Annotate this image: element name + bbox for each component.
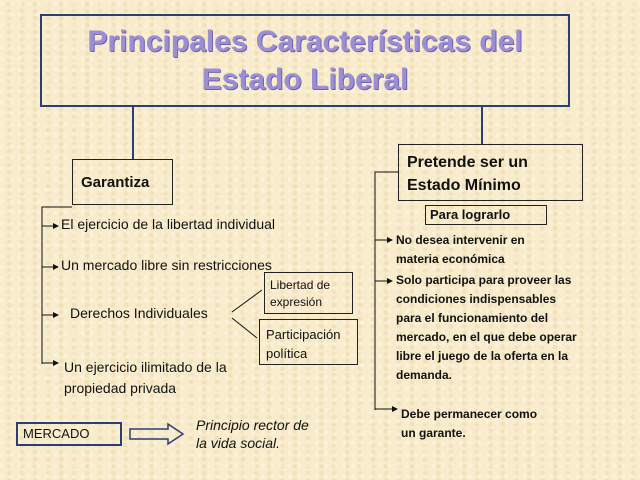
branch-participacion	[232, 318, 257, 338]
right-item-garante	[401, 405, 537, 443]
right-item-no-intervenir	[396, 231, 525, 269]
libertad-expresion-box	[264, 272, 353, 314]
principio-line-1: Principio rector de	[196, 417, 309, 433]
left-item-propiedad-privada	[64, 357, 227, 399]
solo-participa-line-3: para el funcionamiento del	[396, 311, 549, 325]
garantiza-label: Garantiza	[81, 173, 150, 191]
left-item-derechos-individuales: Derechos Individuales	[70, 305, 208, 321]
solo-participa-line-1: Solo participa para proveer las	[396, 273, 572, 287]
left-item-libertad-individual: El ejercicio de la libertad individual	[61, 216, 276, 232]
solo-participa-line-2: condiciones indispensables	[396, 292, 557, 306]
right-item-solo-participa	[396, 271, 577, 385]
principio-line-2: la vida social.	[196, 435, 281, 451]
title-line-1: Principales Características del	[87, 24, 523, 58]
no-intervenir-line-2: materia económica	[396, 252, 505, 266]
title-box	[40, 14, 570, 107]
estado-minimo-line-1: Pretende ser un	[407, 154, 528, 171]
propiedad-line-1: Un ejercicio ilimitado de la	[64, 359, 227, 375]
no-intervenir-line-1: No desea intervenir en	[396, 233, 525, 247]
garante-line-1: Debe permanecer como	[401, 407, 538, 421]
para-lograrlo-label: Para lograrlo	[430, 207, 511, 222]
left-item-mercado-libre: Un mercado libre sin restricciones	[61, 257, 272, 273]
right-bracket	[375, 172, 398, 410]
solo-participa-line-6: demanda.	[396, 368, 453, 382]
estado-minimo-box	[398, 144, 583, 201]
estado-minimo-line-2: Estado Mínimo	[407, 177, 521, 194]
branch-libertad	[232, 290, 262, 312]
mercado-arrow	[130, 424, 183, 444]
participacion-politica-line-1: Participación	[266, 327, 341, 342]
mercado-label: MERCADO	[23, 426, 90, 441]
solo-participa-line-4: mercado, en el que debe operar	[396, 330, 577, 344]
garantiza-box	[72, 159, 173, 205]
title-line-2: Estado Liberal	[201, 62, 409, 96]
solo-participa-line-5: libre el juego de la oferta en la	[396, 349, 569, 363]
garante-line-2: un garante.	[401, 426, 466, 440]
para-lograrlo-box	[425, 205, 547, 225]
mercado-box	[16, 422, 122, 446]
propiedad-line-2: propiedad privada	[64, 380, 177, 396]
principio-rector-text	[196, 416, 309, 452]
libertad-expresion-line-2: expresión	[270, 295, 323, 309]
participacion-politica-box	[259, 319, 358, 365]
libertad-expresion-line-1: Libertad de	[270, 278, 331, 292]
participacion-politica-line-2: política	[266, 346, 308, 361]
